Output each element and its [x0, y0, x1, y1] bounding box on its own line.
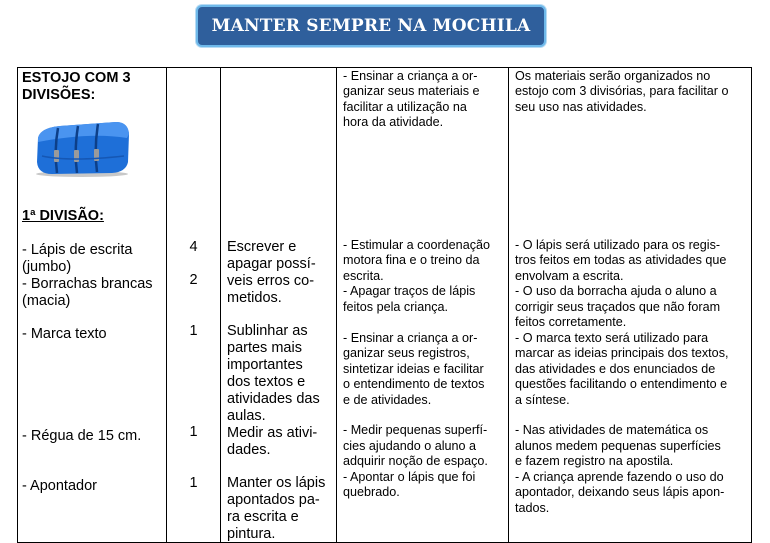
use-text: dades.	[227, 442, 271, 458]
explanation-text: das atividades e dos enunciados de	[515, 362, 716, 376]
quantity-value: 4	[189, 239, 198, 255]
item-name-line: DIVISÕES:	[22, 87, 96, 103]
explanation-cell	[509, 68, 752, 543]
section-heading: 1ª DIVISÃO:	[22, 208, 104, 224]
quantity-value: 1	[189, 424, 198, 440]
explanation-text: tados.	[515, 501, 550, 515]
objective-text: cies ajudando o aluno a	[343, 439, 477, 453]
material-cell	[18, 68, 167, 543]
objective-text: - Estimular a coordenação	[343, 238, 490, 252]
table-row	[18, 68, 752, 543]
explanation-text: - Nas atividades de matemática os	[515, 423, 709, 437]
explanation-text: tros feitos em todas as atividades que	[515, 253, 727, 267]
objective-cell	[337, 68, 509, 543]
explanation-text: corrigir seus traçados que não foram	[515, 300, 721, 314]
material-label: - Borrachas brancas	[22, 276, 153, 292]
use-text: apontados pa-	[227, 492, 320, 508]
title-banner	[196, 5, 546, 47]
use-text: Medir as ativi-	[227, 425, 318, 441]
use-text: importantes	[227, 357, 303, 373]
explanation-text: envolvam a escrita.	[515, 269, 624, 283]
material-label: - Marca texto	[22, 326, 107, 342]
material-label: (macia)	[22, 293, 71, 309]
explanation-text: estojo com 3 divisórias, para facilitar o	[515, 84, 729, 98]
explanation-text: apontador, deixando seus lápis apon-	[515, 485, 725, 499]
material-label: - Régua de 15 cm.	[22, 428, 142, 444]
materials-table	[17, 67, 752, 543]
explanation-text: - O uso da borracha ajuda o aluno a	[515, 284, 717, 298]
objective-text: motora fina e o treino da	[343, 253, 480, 267]
objective-text: ganizar seus materiais e	[343, 84, 480, 98]
objective-text: - Apagar traços de lápis	[343, 284, 476, 298]
quantity-value: 1	[189, 475, 198, 491]
quantity-value: 2	[189, 272, 198, 288]
explanation-text: - O lápis será utilizado para os regis-	[515, 238, 721, 252]
use-text: aulas.	[227, 408, 266, 424]
objective-text: sintetizar ideias e facilitar	[343, 362, 484, 376]
explanation-text: marcar as ideias principais dos textos,	[515, 346, 729, 360]
quantity-cell	[167, 68, 221, 543]
use-text: Manter os lápis	[227, 475, 326, 491]
use-text: metidos.	[227, 290, 282, 306]
explanation-text: a síntese.	[515, 393, 570, 407]
material-label: (jumbo)	[22, 259, 72, 275]
explanation-text: - O marca texto será utilizado para	[515, 331, 709, 345]
objective-text: - Medir pequenas superfí-	[343, 423, 488, 437]
objective-text: - Ensinar a criança a or-	[343, 331, 478, 345]
objective-text: e de atividades.	[343, 393, 432, 407]
explanation-text: alunos medem pequenas superfícies	[515, 439, 721, 453]
explanation-text: Os materiais serão organizados no	[515, 69, 711, 83]
objective-text: feitos pela criança.	[343, 300, 449, 314]
objective-text: escrita.	[343, 269, 384, 283]
objective-text: adquirir noção de espaço.	[343, 454, 488, 468]
use-text: ra escrita e	[227, 509, 299, 525]
quantity-value: 1	[189, 323, 198, 339]
use-text: veis erros co-	[227, 273, 315, 289]
use-text: atividades das	[227, 391, 320, 407]
material-label: - Apontador	[22, 478, 97, 494]
use-text: partes mais	[227, 340, 302, 356]
objective-text: facilitar a utilização na	[343, 100, 467, 114]
objective-text: - Ensinar a criança a or-	[343, 69, 478, 83]
use-text: pintura.	[227, 526, 276, 542]
explanation-text: questões facilitando o entendimento e	[515, 377, 728, 391]
explanation-text: feitos corretamente.	[515, 315, 627, 329]
material-label: - Lápis de escrita	[22, 242, 133, 258]
objective-text: ganizar seus registros,	[343, 346, 470, 360]
use-text: dos textos e	[227, 374, 306, 390]
objective-text: quebrado.	[343, 485, 400, 499]
explanation-text: seu uso nas atividades.	[515, 100, 647, 114]
blue-pencil-case-image	[30, 116, 134, 178]
item-name-line: ESTOJO COM 3	[22, 70, 131, 86]
objective-text: hora da atividade.	[343, 115, 444, 129]
use-text: Escrever e	[227, 239, 297, 255]
objective-text: - Apontar o lápis que foi	[343, 470, 476, 484]
use-text: Sublinhar as	[227, 323, 308, 339]
page-title: MANTER SEMPRE NA MOCHILA	[211, 16, 531, 36]
objective-text: o entendimento de textos	[343, 377, 485, 391]
use-cell	[221, 68, 337, 543]
explanation-text: e fazem registro na apostila.	[515, 454, 674, 468]
explanation-text: - A criança aprende fazendo o uso do	[515, 470, 724, 484]
use-text: apagar possí-	[227, 256, 316, 272]
